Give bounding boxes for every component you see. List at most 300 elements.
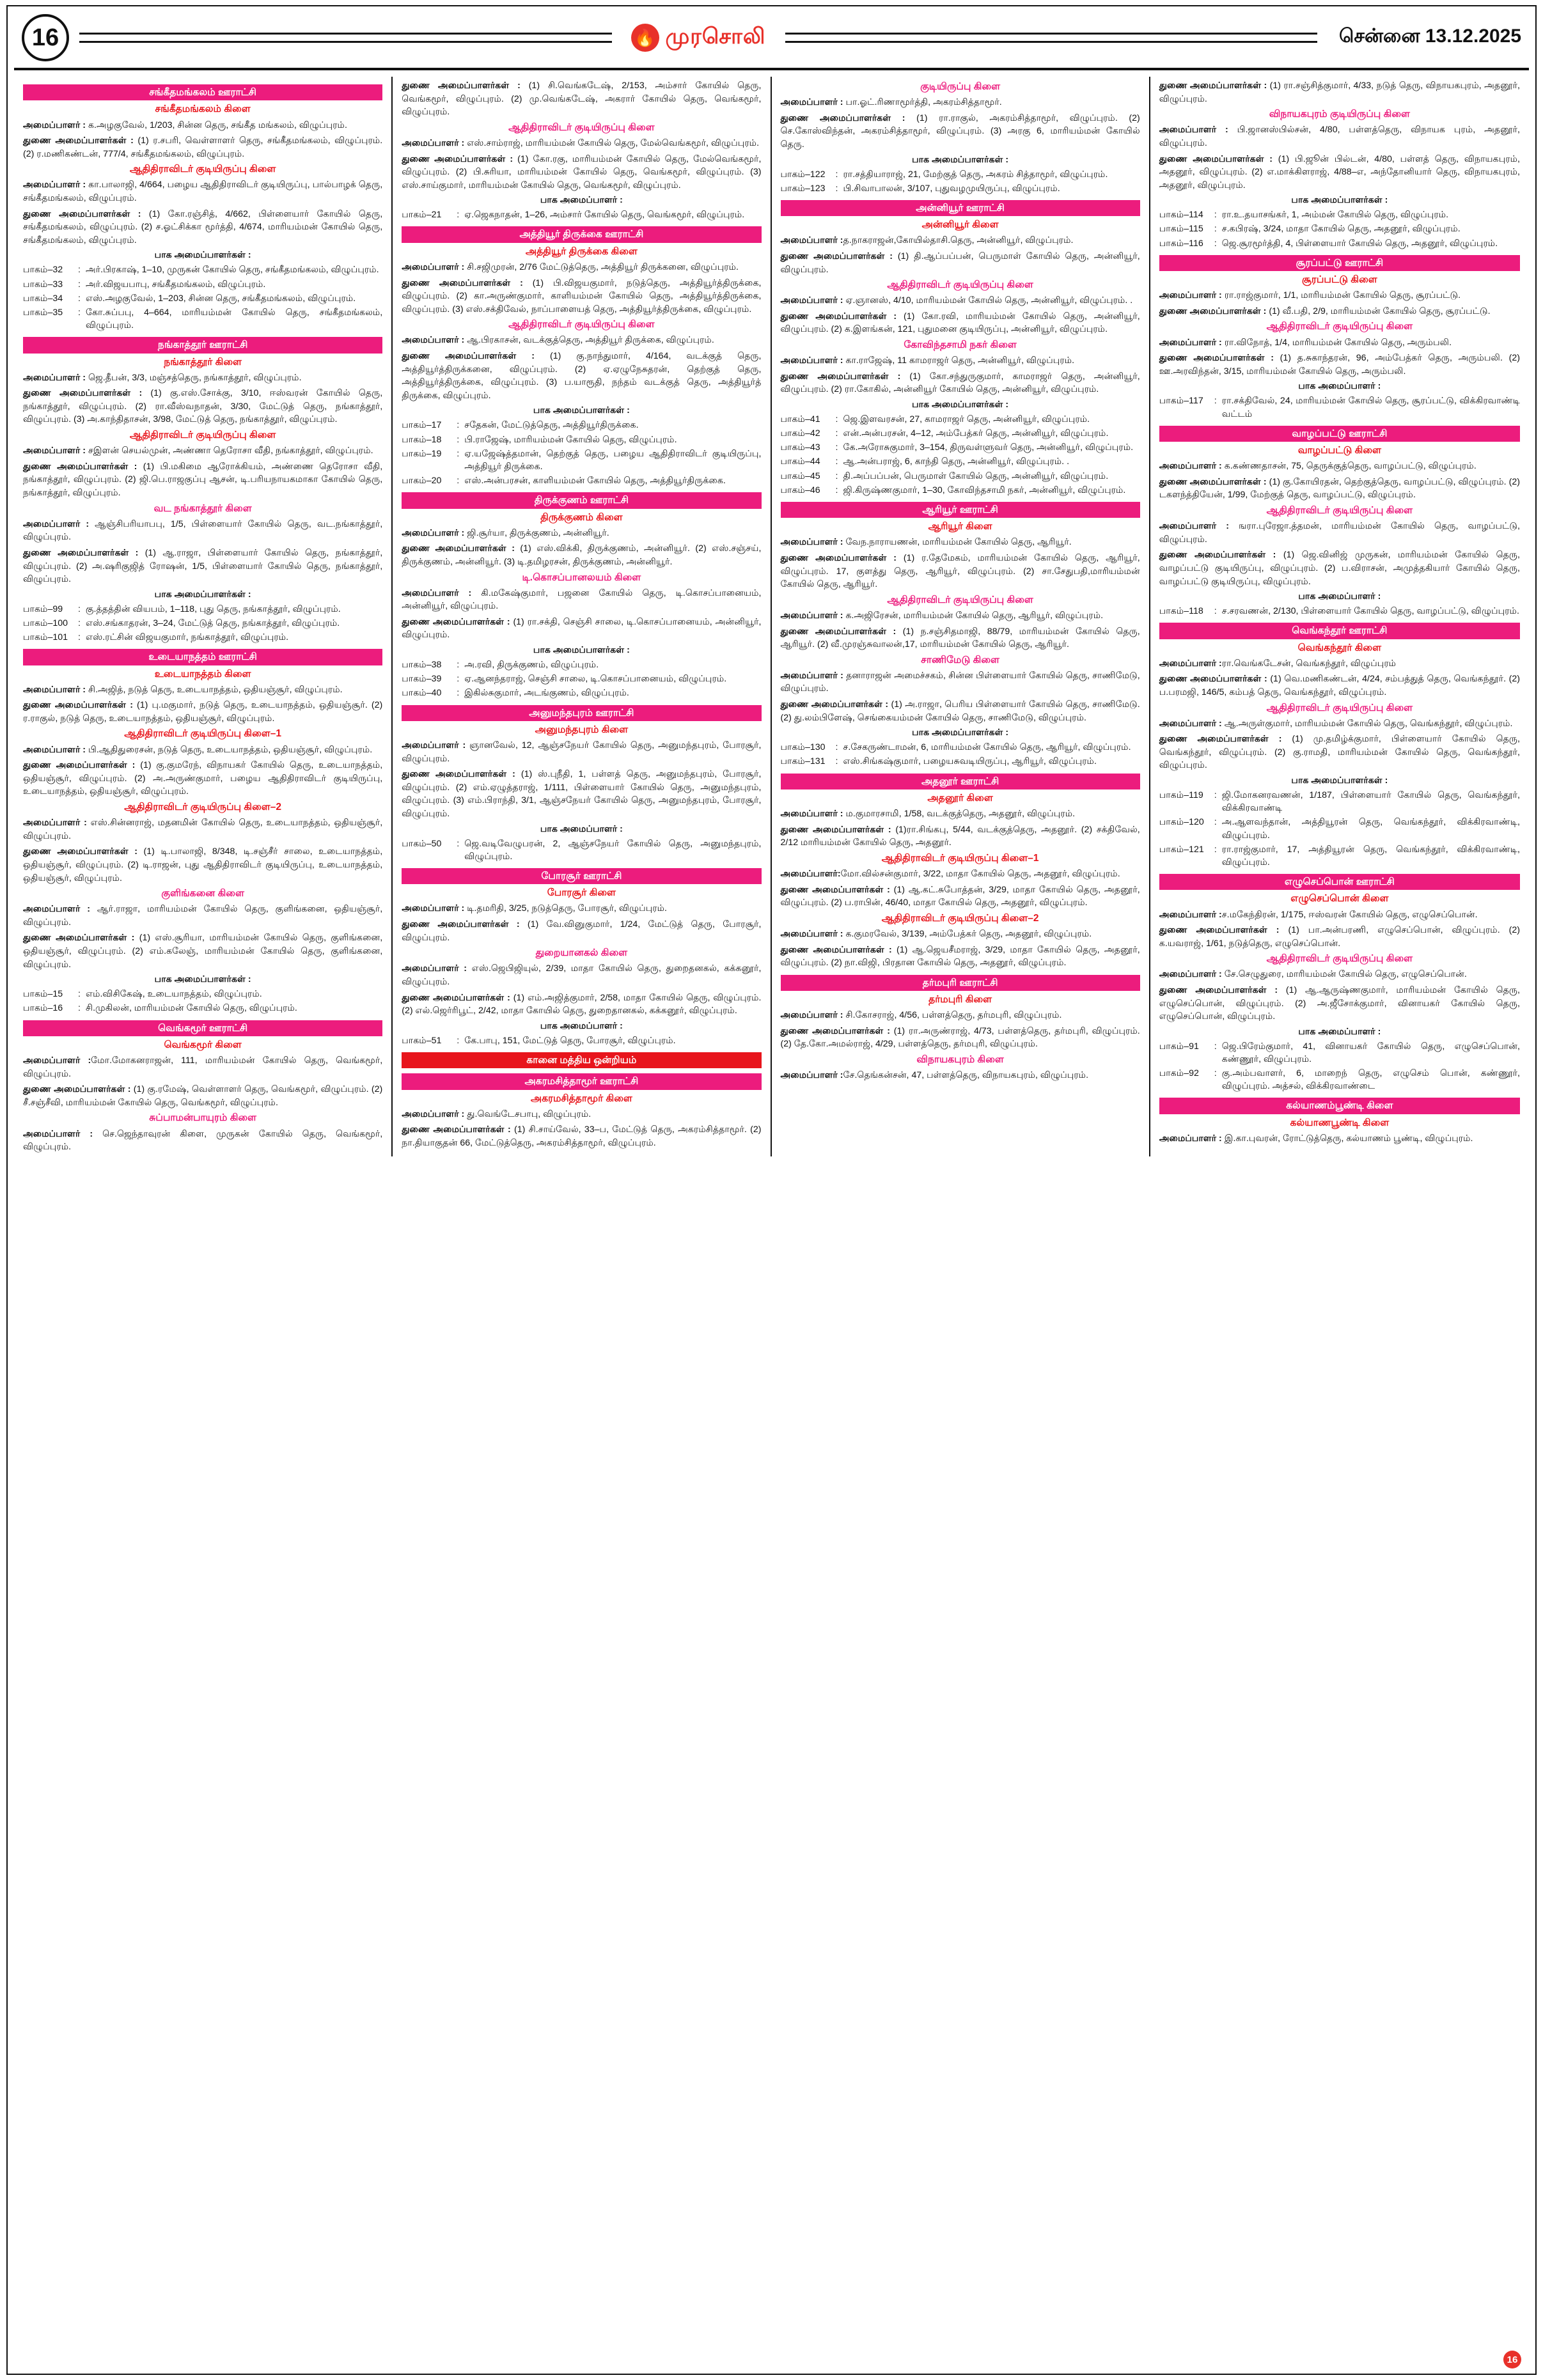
- branch-heading: வெங்கமூர் கிளை: [164, 1039, 242, 1050]
- ward-heading: சூரப்பட்டு ஊராட்சி: [1159, 255, 1520, 271]
- booth-separator: :: [835, 756, 838, 767]
- booth-organiser: ரா.உ.தயாசங்கர், 1, அம்மன் கோயில் தெரு, விழுப்புரம்.: [1221, 210, 1449, 221]
- ward-heading: எழுசெப்பொன் ஊராட்சி: [1159, 874, 1520, 890]
- organiser-paragraph: அமைப்பாளர் :த.நாகராஜன்,கோயில்தாசி.தெரு, அன்னியூர், விழுப்புரம்.: [780, 235, 1074, 246]
- organiser-paragraph: அமைப்பாளர் : சி.அஜித், நடுத் தெரு, உடையாநத்தம், ஒதியஞ்சூர், விழுப்புரம்.: [23, 684, 343, 695]
- booth-list: [402, 419, 761, 487]
- booth-separator: :: [1214, 210, 1217, 221]
- organiser-paragraph: அமைப்பாளர் : ஆ.அருள்குமார், மாரியம்மன் கோயில் தெரு, வெங்கந்தூர், விழுப்புரம்.: [1159, 718, 1513, 729]
- branch-heading: சூரப்பட்டு கிளை: [1302, 274, 1377, 286]
- organiser-paragraph: அமைப்பாளர் : ஏ.ஞானஸ், 4/10, மாரியம்மன் கோயில் தெரு, அன்னியூர், விழுப்புரம். .: [780, 295, 1133, 306]
- booth-organiser: எஸ்.அன்பரசன், காளியம்மன் கோயில் தெரு, அத்தியூர்திருக்கை.: [464, 476, 726, 486]
- organiser-paragraph: துணை அமைப்பாளர்கள் : (1) கு.கோயிரதன், தெற்குத்தெரு, வாழப்பட்டு, விழுப்புரம். (2) டகளந்த்தியேன், 1/99, மேற்குத் தெரு, வாழப்பட்டு, விழுப்புரம்.: [1159, 476, 1520, 501]
- booth-organiser: ஆ.அன்பராஜ், 6, காந்தி தெரு, அன்னியூர், விழுப்புரம். .: [843, 456, 1070, 467]
- booth-row: [402, 419, 761, 432]
- booth-number: பாகம்–92: [1159, 1068, 1199, 1079]
- organiser-paragraph: அமைப்பாளர் : சஇளன் செயல்முன், அண்ணா தெரோசா வீதி, நங்காத்தூர், விழுப்புரம்.: [23, 446, 373, 456]
- booth-organiser: ஜெ.சூரமூர்த்தி, 4, பிள்ளையார் கோயில் தெரு, அதனூர், விழுப்புரம்.: [1221, 238, 1498, 249]
- organiser-paragraph: துணை அமைப்பாளர்கள் : (1) ரா.அருண்ராஜ், 4/73, பள்ளத்தெரு, தர்மபுரி, விழுப்புரம். (2) தே.கோ.அமல்ராஜ், 4/29, பள்ளத்தெரு, தர்மபுரி, விழுப்புரம்.: [780, 1025, 1140, 1050]
- organiser-paragraph: துணை அமைப்பாளர்கள் : (1) வே.வினுகுமார், 1/24, மேட்டுத் தெரு, போரசூர், விழுப்புரம்.: [402, 919, 762, 943]
- branch-heading: ஆதிதிராவிடர் குடியிருப்பு கிளை: [129, 430, 276, 441]
- booth-row: [1159, 394, 1520, 420]
- organiser-paragraph: துணை அமைப்பாளர்கள் : (1) மு.தமிழ்க்குமார், பிள்ளையார் கோயில் தெரு, வெங்கந்தூர், விழுப்புரம். (2) கு.ராமதி, மாரியம்மன் கோயில் தெரு, வெங்கந்தூர், விழுப்புரம்.: [1159, 734, 1520, 771]
- masthead-title: முரசொலி: [665, 24, 766, 49]
- organiser-paragraph: துணை அமைப்பாளர்கள் : (1) கு.நாந்துமார், 4/164, வடக்குத் தெரு, அத்தியூர்த்திருக்கனை, விழுப்புரம். (2) ஏ.ஏழுநேசுதரன், தெற்குத் தெரு, அத்தியூர்த்திருக்கை, விழுப்புரம். (3) ப.யாரூதி, நந்தம் வடக்குத் தெரு, அத்தியூர்த் திருக்கை, விழுப்புரம்.: [402, 351, 762, 401]
- booth-row: [23, 631, 382, 644]
- ward-heading: வாழப்பட்டு ஊராட்சி: [1159, 426, 1520, 442]
- ward-heading: வெங்கந்தூர் ஊராட்சி: [1159, 623, 1520, 639]
- section-label: பாக அமைப்பாளர்கள் :: [1291, 775, 1388, 786]
- booth-list: [402, 208, 761, 221]
- booth-organiser: எஸ்.ரட்சின் விஜயகுமார், நங்காத்தூர், விழுப்புரம்.: [86, 632, 289, 643]
- booth-organiser: சி.முகிலன், மாரியம்மன் கோயில் தெரு, விழுப்புரம்.: [86, 1003, 297, 1014]
- booth-organiser: ச.கபிரஷ், 3/24, மாதா கோயில் தெரு, அதனூர், விழுப்புரம்.: [1221, 224, 1461, 235]
- booth-list: [1159, 394, 1520, 420]
- booth-row: [402, 673, 761, 685]
- organiser-paragraph: துணை அமைப்பாளர்கள் : (1) பு.மகுமார், நடுத் தெரு, உடையாநத்தம், ஒதியஞ்சூர். (2) ர.ராகுல், நடுத் தெரு, உடையாநத்தம், ஒதியஞ்சூர், விழுப்புரம்.: [23, 700, 383, 724]
- branch-heading: ஆதிதிராவிடர் குடியிருப்பு கிளை: [508, 121, 655, 133]
- booth-row: [402, 208, 761, 221]
- organiser-paragraph: துணை அமைப்பாளர்கள் : (1) கோ.சந்துருகுமார், காமராஜர் தெரு, அன்னியூர், விழுப்புரம். (2) ரா.கோகில், அன்னியூர் கோயில் தெரு, அன்னியூர், விழுப்புரம்.: [780, 371, 1140, 395]
- branch-heading: ஆதிதிராவிடர் குடியிருப்பு கிளை: [1266, 702, 1413, 713]
- booth-number: பாகம்–120: [1159, 817, 1204, 828]
- booth-row: [402, 447, 761, 473]
- organiser-paragraph: துணை அமைப்பாளர்கள் : (1) ஸ்.புநீதி, 1, பள்ளத் தெரு, அனுமந்தபுரம், போரசூர், விழுப்புரம். (2) எம்.ஏழுத்தராஜ், 1/111, பிள்ளையார் கோயில் தெரு, அனுமந்தபுரம், விழுப்புரம். (3) எம்.பிராந்தி, 3/1, ஆஞ்சநேயர் கோயில் தெரு, அனுமந்தபுரம், போரசூர், விழுப்புரம்.: [402, 769, 762, 819]
- booth-number: பாகம்–122: [780, 169, 826, 180]
- booth-row: [1159, 222, 1520, 235]
- booth-organiser: அர்.பிரகாஷ், 1–10, முருகன் கோயில் தெரு, சங்கீதமங்கலம், விழுப்புரம்.: [86, 265, 379, 276]
- booth-organiser: ஜி.கிருஷ்ணகுமார், 1–30, கோவிந்தசாமி நகர், அன்னியூர், விழுப்புரம்.: [843, 485, 1126, 495]
- branch-heading: எழுசெப்பொன் கிளை: [1290, 893, 1389, 905]
- booth-separator: :: [1214, 844, 1217, 855]
- booth-number: பாகம்–99: [23, 603, 63, 614]
- organiser-paragraph: துணை அமைப்பாளர்கள் : (1) எஸ்.விக்கி, திருக்குணம், அன்னியூர். (2) எஸ்.சஞ்சய், திருக்குணம், அன்னியூர். (3) டி.தமிழரசன், திருக்குணம், அன்னியூர்.: [402, 543, 762, 567]
- booth-number: பாகம்–45: [780, 471, 820, 481]
- organiser-paragraph: அமைப்பாளர் : கா.பாலாஜி, 4/664, பழைய ஆதிதிராவிடர் குடியிருப்பு, பால்பாழக் தெரு, சங்கீதமங்கலம், விழுப்புரம்.: [23, 180, 383, 204]
- booth-row: [402, 658, 761, 671]
- booth-separator: :: [835, 471, 838, 481]
- booth-separator: :: [1214, 224, 1217, 235]
- masthead: [14, 12, 1529, 70]
- booth-list: [1159, 605, 1520, 618]
- booth-number: பாகம்–17: [402, 420, 442, 431]
- booth-row: [1159, 208, 1520, 221]
- organiser-paragraph: துணை அமைப்பாளர்கள் : (1) பி.மகிமை ஆரோக்கியம், அண்ணை தெரோசா வீதி, நங்காத்தூர், விழுப்புரம். (2) ஜி.பெ.ராஜகுப்பு ஆசன், டி.பரியநாயகமாகா கோயில் தெரு, நங்காத்தூர், விழுப்புரம்.: [23, 461, 383, 498]
- booth-organiser: ஜெ.வடிவேழுபரன், 2, ஆஞ்சநேயர் கோயில் தெரு, அனுமந்தபுரம், விழுப்புரம்.: [464, 838, 762, 862]
- booth-row: [781, 470, 1140, 483]
- branch-heading: சுப்பாமன்பாயுரம் கிளை: [149, 1112, 257, 1124]
- ward-heading: அத்தியூர் திருக்கை ஊராட்சி: [402, 226, 761, 242]
- booth-separator: :: [457, 448, 460, 459]
- section-label: பாக அமைப்பாளர் :: [540, 1020, 623, 1031]
- organiser-paragraph: அமைப்பாளர் : ரா.ராஜ்குமார், 1/1, மாரியம்மன் கோயில் தெரு, சூரப்பட்டு.: [1159, 290, 1461, 301]
- booth-number: பாகம்–119: [1159, 790, 1203, 801]
- booth-organiser: பி.ராஜேஷ், மாரியம்மன் கோயில் தெரு, விழுப்புரம்.: [464, 434, 677, 445]
- section-label: பாக அமைப்பாளர்கள் :: [912, 154, 1009, 165]
- booth-row: [1159, 1040, 1520, 1066]
- booth-organiser: ஏ.யஜேஷ்த்தமான், தெற்குத் தெரு, பழைய ஆதிதிராவிடர் குடியிருப்பு, அத்தியூர் திருக்கை.: [464, 448, 762, 472]
- masthead-logo: [622, 24, 775, 52]
- organiser-paragraph: அமைப்பாளர் : ஆ.பிரகாசன், வடக்குத்தெரு, அத்தியூர் திருக்கை, விழுப்புரம்.: [402, 335, 714, 346]
- organiser-paragraph: அமைப்பாளர் : டி.தமரிதி, 3/25, நடுத்தெரு, போரசூர், விழுப்புரம்.: [402, 903, 667, 914]
- branch-heading: ஆதிதிராவிடர் குடியிருப்பு கிளை–2: [124, 801, 281, 813]
- organiser-paragraph: அமைப்பாளர் : எஸ்.சாம்ராஜ், மாரியம்மன் கோயில் தெரு, மேல்வெங்கமூர், விழுப்புரம்.: [402, 137, 760, 148]
- organiser-paragraph: துணை அமைப்பாளர்கள் : (1) கு.ரமேஷ், வெள்ளாளர் தெரு, வெங்கமூர், விழுப்புரம். (2) சீ.சஞ்சீவி, மாரியம்மன் கோயில் தெரு, வெங்கமூர், விழுப்புரம்.: [23, 1084, 383, 1108]
- booth-row: [781, 484, 1140, 497]
- booth-row: [781, 455, 1140, 468]
- branch-heading: சாணிமேடு கிளை: [921, 654, 999, 665]
- branch-heading: ஆதிதிராவிடர் குடியிருப்பு கிளை: [508, 319, 655, 331]
- booth-number: பாகம்–18: [402, 434, 442, 445]
- booth-row: [781, 441, 1140, 454]
- booth-number: பாகம்–20: [402, 476, 442, 486]
- organiser-paragraph: அமைப்பாளர் : து.வெங்டேசபாபு, விழுப்புரம்.: [402, 1108, 591, 1119]
- booth-number: பாகம்–35: [23, 307, 63, 318]
- branch-heading: கோவிந்தசாமி நகர் கிளை: [904, 339, 1017, 351]
- organiser-paragraph: அமைப்பாளர் : சே.செழுதுரை, மாரியம்மன் கோயில் தெரு, எழுசெப்பொன்.: [1159, 969, 1467, 980]
- booth-separator: :: [1214, 790, 1217, 801]
- booth-row: [781, 182, 1140, 195]
- booth-organiser: ஜி.மோகனரவணன், 1/187, பிள்ளையார் கோயில் தெரு, வெங்கந்தூர், விக்கிரவாண்டி: [1221, 790, 1520, 814]
- booth-separator: :: [78, 618, 81, 628]
- booth-row: [781, 741, 1140, 754]
- booth-separator: :: [457, 838, 460, 849]
- organiser-paragraph: அமைப்பாளர் :சே.தெங்கன்சன், 47, பள்ளத்தெரு, விநாயகபுரம், விழுப்புரம்.: [780, 1070, 1089, 1081]
- branch-heading: விநாயகபுரம் கிளை: [916, 1054, 1004, 1065]
- booth-separator: :: [1214, 606, 1217, 617]
- booth-row: [781, 168, 1140, 181]
- section-label: பாக அமைப்பாளர்கள் :: [154, 250, 251, 261]
- booth-separator: :: [78, 603, 81, 614]
- booth-number: பாகம்–34: [23, 293, 63, 304]
- booth-organiser: எம்.விசிகேஷ், உடையாநத்தம், விழுப்புரம்.: [86, 989, 262, 1000]
- ward-heading: திருக்குணம் ஊராட்சி: [402, 492, 761, 508]
- branch-heading: ஆதிதிராவிடர் குடியிருப்பு கிளை–2: [881, 912, 1039, 924]
- branch-heading: ஆதிதிராவிடர் குடியிருப்பு கிளை: [887, 594, 1033, 605]
- branch-heading: ஆதிதிராவிடர் குடியிருப்பு கிளை–1: [881, 852, 1039, 864]
- booth-organiser: கே.அரோசுகுமார், 3–154, திருவள்ளுவர் தெரு, அன்னியூர், விழுப்புரம்.: [843, 442, 1134, 453]
- organiser-paragraph: அமைப்பாளர் : க.அஜிரேசன், மாரியம்மன் கோயில் தெரு, ஆரியூர், விழுப்புரம்.: [780, 610, 1104, 621]
- organiser-paragraph: அமைப்பாளர் : செ.ஜெந்தாவுரன் கிளை, முருகன் கோயில் தெரு, வெங்கமூர், விழுப்புரம்.: [23, 1128, 383, 1153]
- booth-row: [23, 988, 382, 1000]
- section-label: பாக அமைப்பாளர்கள் :: [533, 405, 630, 416]
- organiser-paragraph: அமைப்பாளர் :ரா.வெங்கடேசன், வெங்கந்தூர், விழுப்புரம்: [1159, 658, 1397, 669]
- booth-separator: :: [457, 1035, 460, 1046]
- branch-heading: விநாயகபுரம் குடியிருப்பு கிளை: [1269, 109, 1410, 120]
- booth-organiser: ரா.ராஜ்குமார், 17, அத்தியூரன் தெரு, வெங்கந்தூர், விக்கிரவாண்டி, விழுப்புரம்.: [1221, 844, 1520, 867]
- booth-organiser: எஸ்.அழகுவேல், 1–203, சின்ன தெரு, சங்கீதமங்கலம், விழுப்புரம்.: [86, 293, 356, 304]
- organiser-paragraph: அமைப்பாளர் : ஙரா.புரேஜா.த்தமன், மாரியம்மன் கோயில் தெரு, வாழப்பட்டு, விழுப்புரம்.: [1159, 521, 1520, 545]
- booth-organiser: கே.பாபு, 151, மேட்டுத் தெரு, போரசூர், விழுப்புரம்.: [464, 1035, 676, 1046]
- booth-number: பாகம்–118: [1159, 606, 1203, 617]
- booth-separator: :: [457, 476, 460, 486]
- booth-row: [402, 433, 761, 446]
- booth-row: [23, 263, 382, 276]
- organiser-paragraph: அமைப்பாளர் : இ.கா.புவரன், ரோட்டுத்தெரு, கல்யாணம் பூண்டி, விழுப்புரம்.: [1159, 1133, 1473, 1144]
- ward-heading: ஆரியூர் ஊராட்சி: [781, 502, 1140, 518]
- branch-heading: அன்னியூர் கிளை: [921, 219, 999, 231]
- organiser-paragraph: துணை அமைப்பாளர்கள் : (1) கோ.ரவி, மாரியம்மன் கோயில் தெரு, அன்னியூர், விழுப்புரம். (2) க.இளங்கன், 121, புதுமனை குடியிருப்பு, அன்னியூர், விழுப்புரம்.: [780, 311, 1140, 335]
- booth-number: பாகம்–39: [402, 674, 442, 685]
- organiser-paragraph: துணை அமைப்பாளர்கள் : (1) பி.ஜூன் பில்டன், 4/80, பள்ளத் தெரு, விநாயகபுரம், அதனூர், விழுப்புரம். (2) எ.மாக்கிளராஜ், 4/88–எ, அந்தோனியார் தெரு, விநாயகபுரம், அதனூர், விழுப்புரம்.: [1159, 153, 1520, 191]
- organiser-paragraph: துணை அமைப்பாளர்கள் : (1) அ.ராஜா, பெரிய பிள்ளையார் கோயில் தெரு, சாணிமேடு. (2) து.லம்பிளேஷ், செங்கையம்மன் கோயில் தெரு, சாணிமேடு, விழுப்புரம்.: [780, 699, 1140, 723]
- organiser-paragraph: துணை அமைப்பாளர்கள் : (1) ரா.சஞ்சித்குமார், 4/33, நடுத் தெரு, விநாயகபுரம், அதனூர், விழுப்புரம்.: [1159, 81, 1520, 104]
- branch-heading: குளிங்கனை கிளை: [161, 888, 244, 899]
- booth-separator: :: [78, 307, 81, 318]
- branch-heading: ஆதிதிராவிடர் குடியிருப்பு கிளை: [129, 164, 276, 175]
- branch-heading: ஆதிதிராவிடர் குடியிருப்பு கிளை: [1266, 505, 1413, 516]
- booth-separator: :: [1214, 817, 1217, 828]
- organiser-paragraph: துணை அமைப்பாளர்கள் : (1) ரா.ராகுல், அகரம்சித்தாமூர், விழுப்புரம். (2) செ.கோஸ்விந்தன், அகரம்சித்தாமூர், விழுப்புரம். (3) அரகு 6, மாரியம்மன் கோயில் தெரு.: [780, 113, 1140, 150]
- booth-list: [23, 603, 382, 644]
- booth-row: [1159, 237, 1520, 250]
- booth-organiser: ரா.சக்திவேல், 24, மாரியம்மன் கோயில் தெரு, சூரப்பட்டு, விக்கிரவாண்டி வட்டம்: [1221, 396, 1520, 419]
- organiser-paragraph: அமைப்பாளர் : சி.சஜிமுரன், 2/76 மேட்டுத்தெரு, அத்தியூர் திருக்கனை, விழுப்புரம்.: [402, 261, 739, 272]
- booth-separator: :: [457, 688, 460, 699]
- booth-number: பாகம்–43: [780, 442, 820, 453]
- organiser-paragraph: அமைப்பாளர் : கி.மகேஷ்குமார், பஜனை கோயில் தெரு, டி.கொசப்பானையம், அன்னியூர், விழுப்புரம்.: [402, 587, 762, 612]
- booth-organiser: இகில்சுகுமார், அடங்குணம், விழுப்புரம்.: [464, 688, 629, 699]
- booth-organiser: அ.ரவி, திருக்குணம், விழுப்புரம்.: [464, 660, 599, 671]
- ward-heading: வெங்கமூர் ஊராட்சி: [23, 1020, 382, 1036]
- booth-organiser: ஏ.ஜெகநாதன், 1–26, அம்சார் கோயில் தெரு, வெங்கமூர், விழுப்புரம்.: [464, 210, 745, 221]
- booth-organiser: ஏ.ஆனந்தராஜ், செஞ்சி சாலை, டி.கொசப்பானையம், விழுப்புரம்.: [464, 674, 727, 685]
- booth-number: பாகம்–130: [780, 742, 826, 753]
- booth-separator: :: [78, 1003, 81, 1014]
- booth-row: [1159, 843, 1520, 869]
- branch-heading: குடியிருப்பு கிளை: [920, 81, 1001, 92]
- booth-number: பாகம்–40: [402, 688, 442, 699]
- section-label: பாக அமைப்பாளர்கள் :: [533, 645, 630, 656]
- booth-list: [402, 1034, 761, 1047]
- branch-heading: ஆதிதிராவிடர் குடியிருப்பு கிளை: [1266, 321, 1413, 332]
- booth-organiser: ச.சேகருண்டாமன், 6, மாரியம்மன் கோயில் தெரு, ஆரியூர், விழுப்புரம்.: [843, 742, 1131, 753]
- section-label: பாக அமைப்பாளர் :: [1298, 381, 1381, 392]
- booth-organiser: கு.த்தத்தின் வியபம், 1–118, புது தெரு, நங்காத்தூர், விழுப்புரம்.: [86, 603, 341, 614]
- branch-heading: போரசூர் கிளை: [547, 887, 616, 899]
- booth-organiser: ஜெ.இளவரசன், 27, காமராஜர் தெரு, அன்னியூர், விழுப்புரம்.: [843, 414, 1090, 424]
- organiser-paragraph: அமைப்பாளர் : ஞானவேல், 12, ஆஞ்சநேயர் கோயில் தெரு, அனுமந்தபுரம், போரசூர், விழுப்புரம்.: [402, 740, 762, 764]
- organiser-paragraph: அமைப்பாளர் :ச.மகேந்திரன், 1/175, ஈஸ்வரன் கோயில் தெரு, எழுசெப்பொன்.: [1159, 909, 1478, 920]
- booth-separator: :: [1214, 1068, 1217, 1079]
- organiser-paragraph: துணை அமைப்பாளர்கள் : (1) கோ.ரஞ்சித், 4/662, பிள்ளையார் கோயில் தெரு, சங்கீதமங்கலம், விழுப்புரம். (2) ச.ஓட்சிக்கா மூர்த்தி, 4/674, மாரியம்மன் கோயில் தெரு, சங்கீதமங்கலம், விழுப்புரம்.: [23, 208, 383, 245]
- branch-heading: டி.கொசப்பானலயம் கிளை: [522, 572, 641, 583]
- organiser-paragraph: துணை அமைப்பாளர்கள் : (1) வெ.மணிகண்டன், 4/24, சம்பத்துத் தெரு, வெங்கந்தூர். (2) ப.பரமஜி, 146/5, கம்பத் தெரு, வெங்கந்தூர், விழுப்புரம்.: [1159, 674, 1520, 697]
- booth-row: [402, 1034, 761, 1047]
- booth-row: [23, 603, 382, 616]
- booth-separator: :: [835, 442, 838, 453]
- booth-number: பாகம்–38: [402, 660, 442, 671]
- booth-list: [1159, 1040, 1520, 1093]
- ward-heading: அன்னியூர் ஊராட்சி: [781, 200, 1140, 216]
- booth-separator: :: [1214, 1041, 1217, 1052]
- ward-heading: சங்கீதமங்கலம் ஊராட்சி: [23, 84, 382, 100]
- branch-heading: கல்யாணபூண்டி கிளை: [1290, 1117, 1390, 1128]
- organiser-paragraph: துணை அமைப்பாளர்கள் : (1) எஸ்.சூரியா, மாரியம்மன் கோயில் தெரு, குளிங்கனை, ஒதியஞ்சூர், விழுப்புரம். (2) எம்.கலேஞ், மாரியம்மன் கோயில் தெரு, குளிங்கனை, விழுப்புரம்.: [23, 933, 383, 970]
- booth-row: [1159, 605, 1520, 618]
- branch-heading: வட நங்காத்தூர் கிளை: [153, 502, 252, 514]
- booth-separator: :: [835, 456, 838, 467]
- booth-row: [23, 1002, 382, 1015]
- organiser-paragraph: துணை அமைப்பாளர்கள் : (1)ரா.சிங்கபு, 5/44, வடக்குத்தெரு, அதனூர். (2) சக்திவேல், 2/12 மாரியம்மன் கோயில் தெரு, அதனூர்.: [780, 824, 1140, 848]
- organiser-paragraph: துணை அமைப்பாளர்கள் : (1) த.சுகாந்தரன், 96, அம்பேத்கர் தெரு, அரும்பலி. (2) ஊ.அரவிந்தன், 3/15, மாரியம்மன் கோயில் தெரு, அரும்பலி.: [1159, 353, 1520, 377]
- section-label: பாக அமைப்பாளர்கள் :: [154, 974, 251, 985]
- booth-separator: :: [835, 183, 838, 194]
- organiser-paragraph: அமைப்பாளர் : க.கண்ணதாசன், 75, தெருக்குத்தெரு, வாழப்பட்டு, விழுப்புரம்.: [1159, 461, 1476, 472]
- booth-list: [1159, 789, 1520, 869]
- masthead-rule-left: [79, 33, 612, 43]
- organiser-paragraph: அமைப்பாளர் : எஸ்.சின்னராஜ், மதனமின் கோயில் தெரு, உடையாநத்தம், ஒதியஞ்சூர், விழுப்புரம்.: [23, 818, 383, 841]
- organiser-paragraph: அமைப்பாளர் : ஜெ.தீபன், 3/3, மஞ்சத்தெரு, நங்காத்தூர், விழுப்புரம்.: [23, 372, 302, 383]
- organiser-paragraph: துணை அமைப்பாளர்கள் : (1) கு.எஸ்.சோக்கு, 3/10, ஈஸ்வரன் கோயில் தெரு, நங்காத்தூர், விழுப்புரம். (2) ரா.வீஸ்வநாதன், 3/30, மேட்டுத் தெரு, நங்காத்தூர், விழுப்புரம். (3) அ.காந்திதாசன், 3/98, மேட்டுத் தெரு, நங்காத்தூர், விழுப்புரம்.: [23, 388, 383, 425]
- booth-number: பாகம்–16: [23, 1003, 63, 1014]
- ward-heading: தர்மபுரி ஊராட்சி: [781, 975, 1140, 991]
- edition-date: சென்னை 13.12.2025: [1339, 26, 1522, 47]
- booth-organiser: என்.அன்பரசன், 4–12, அம்பேத்கர் தெரு, அன்னியூர், விழுப்புரம்.: [843, 428, 1109, 439]
- organiser-paragraph: துணை அமைப்பாளர்கள் : (1) கோ.ரகு, மாரியம்மன் கோயில் தெரு, மேல்வெங்கமூர், விழுப்புரம். (2) பி.சுரியா, மாரியம்மன் கோயில் தெரு, வெங்கமூர், விழுப்புரம். (3) எஸ்.சாய்குமார், மாரியம்மன் கோயில் தெரு, வெங்கமூர், விழுப்புரம்.: [402, 153, 762, 191]
- organiser-paragraph: துணை அமைப்பாளர்கள் : (1) டி.பாலாஜி, 8/348, டி.சஞ்சீர் சாலை, உடையாநத்தம், ஒதியஞ்சூர், விழுப்புரம். (2) டி.ராஜன், புது ஆதிதிராவிடர் குடியிருப்பு, உடையாநத்தம், ஒதியஞ்சூர், விழுப்புரம்.: [23, 846, 383, 883]
- organiser-paragraph: துணை அமைப்பாளர்கள் : (1) ரா.சக்தி, செஞ்சி சாலை, டி.கொசப்பானையம், அன்னியூர், விழுப்புரம்.: [402, 616, 762, 641]
- booth-separator: :: [457, 210, 460, 221]
- booth-organiser: கு.அம்பவாளர், 6, மாறைந் தெரு, எழுசெம் பொன், கண்ணூர், விழுப்புரம். அத்சல், விக்கிரவாண்டை: [1221, 1068, 1520, 1092]
- section-label: பாக அமைப்பாளர் :: [1298, 1026, 1381, 1037]
- section-label: பாக அமைப்பாளர் :: [540, 823, 623, 834]
- organiser-paragraph: துணை அமைப்பாளர்கள் : (1) ர.சபரி, வெள்ளாளர் தெரு, சங்கீதமங்கலம், விழுப்புரம். (2) ர.மணிகண்டன், 777/4, சங்கீதமங்கலம், விழுப்புரம்.: [23, 136, 383, 159]
- booth-organiser: ச.சரவணன், 2/130, பிள்ளையார் கோயில் தெரு, வாழப்பட்டு, விழுப்புரம்.: [1221, 606, 1519, 617]
- booth-row: [781, 413, 1140, 426]
- booth-number: பாகம்–101: [23, 632, 68, 643]
- booth-separator: :: [835, 428, 838, 439]
- booth-separator: :: [835, 485, 838, 495]
- organiser-paragraph: துணை அமைப்பாளர்கள் : (1) ஆ.ராஜா, பிள்ளையார் கோயில் தெரு, நங்காத்தூர், விழுப்புரம். (2) அ.ஷரிகுஜித் ரோஷன், 1/5, பிள்ளையார் கோயில் தெரு, நங்காத்தூர், விழுப்புரம்.: [23, 547, 383, 585]
- organiser-paragraph: அமைப்பாளர் : ம.குமாரசாமி, 1/58, வடக்குத்தெரு, அதனூர், விழுப்புரம்.: [780, 809, 1076, 820]
- organiser-paragraph: அமைப்பாளர் : பா.ஓட்.ரிணாமூர்த்தி, அகரம்சித்தாமூர்.: [780, 97, 1002, 108]
- booth-row: [23, 306, 382, 332]
- booth-separator: :: [835, 169, 838, 180]
- branch-heading: அதனூர் கிளை: [927, 792, 993, 804]
- organiser-paragraph: துணை அமைப்பாளர்கள் : (1) ஆ.ஆருஷ்ணகுமார், மாரியம்மன் கோயில் தெரு, எழுசெப்பொன், விழுப்புரம். (2) அ.ஜீசோக்குமார், வினாயகர் கோயில் தெரு, எழுசெப்பொன், விழுப்புரம்.: [1159, 985, 1520, 1022]
- ward-heading: கல்யாணம்பூண்டி கிளை: [1159, 1098, 1520, 1114]
- booth-list: [781, 741, 1140, 768]
- booth-row: [1159, 816, 1520, 841]
- booth-separator: :: [457, 660, 460, 671]
- organiser-paragraph: அமைப்பாளர் : கா.ராஜேஷ், 11 காமராஜர் தெரு, அன்னியூர், விழுப்புரம்.: [780, 355, 1075, 366]
- branch-heading: ஆதிதிராவிடர் குடியிருப்பு கிளை: [1266, 953, 1413, 965]
- booth-separator: :: [78, 265, 81, 276]
- organiser-paragraph: அமைப்பாளர் : பி.ஆதிதுரைசன், நடுத் தெரு, உடையாநத்தம், ஒதியஞ்சூர், விழுப்புரம்.: [23, 744, 373, 755]
- section-label: பாக அமைப்பாளர்கள் :: [154, 589, 251, 600]
- branch-heading: ஆதிதிராவிடர் குடியிருப்பு கிளை–1: [124, 728, 281, 740]
- organiser-paragraph: துணை அமைப்பாளர்கள் : (1) ஆ.ஜெயசீமராஜ், 3/29, மாதா கோயில் தெரு, அதனூர், விழுப்புரம். (2) நா.விஜி, பிரதான கோயில் தெரு, அதனூர், விழுப்புரம்.: [780, 944, 1140, 968]
- organiser-paragraph: அமைப்பாளர் : தனாராஜன் அமைச்சகம், சின்ன பிள்ளையார் கோயில் தெரு, சாணிமேடு, விழுப்புரம்.: [780, 670, 1140, 694]
- booth-number: பாகம்–115: [1159, 224, 1203, 235]
- article-columns: [14, 77, 1529, 1156]
- ward-heading: உடையாநத்தம் ஊராட்சி: [23, 649, 382, 665]
- ward-heading: போரசூர் ஊராட்சி: [402, 868, 761, 884]
- booth-number: பாகம்–32: [23, 265, 63, 276]
- organiser-paragraph: துணை அமைப்பாளர்கள் : (1) வீ.பதி, 2/9, மாரியம்மன் கோயில் தெரு, சூரப்பட்டு.: [1159, 306, 1491, 316]
- branch-heading: தர்மபுரி கிளை: [928, 994, 992, 1006]
- organiser-paragraph: அமைப்பாளர்:மோ.வில்சன்குமார், 3/22, மாதா கோயில் தெரு, அதனூர், விழுப்புரம்.: [780, 868, 1120, 879]
- branch-heading: அத்தியூர் திருக்கை கிளை: [525, 245, 638, 257]
- booth-separator: :: [78, 279, 81, 290]
- organiser-paragraph: அமைப்பாளர் : க.அழகுவேல், 1/203, சின்ன தெரு, சங்கீத மங்கலம், விழுப்புரம்.: [23, 120, 347, 130]
- booth-organiser: கோ.சுப்பபு, 4–664, மாரியம்மன் கோயில் தெரு, சங்கீதமங்கலம், விழுப்புரம்.: [86, 307, 383, 331]
- booth-number: பாகம்–114: [1159, 210, 1203, 221]
- ward-heading: கானை மத்திய ஒன்றியம்: [402, 1052, 761, 1068]
- booth-number: பாகம்–91: [1159, 1041, 1199, 1052]
- organiser-paragraph: துணை அமைப்பாளர்கள் : (1) ந.சஞ்சிதமாஜி, 88/79, மாரியம்மன் கோயில் தெரு, ஆரியூர். (2) வீ.முரஞ்சுவாலன்,17, மாரியம்மன் கோயில் தெரு, ஆரியூர்.: [780, 626, 1140, 650]
- booth-organiser: அ.ஆளவந்தான், அத்தியூரன் தெரு, வெங்கந்தூர், விக்கிரவாண்டி, விழுப்புரம்.: [1221, 817, 1520, 841]
- booth-list: [402, 658, 761, 699]
- organiser-paragraph: அமைப்பாளர் : ஜி.சூர்யா, திருக்குணம், அன்னியூர்.: [402, 527, 609, 538]
- footer-page-number: 16: [1503, 2351, 1521, 2368]
- ward-heading: நங்காத்தூர் ஊராட்சி: [23, 337, 382, 353]
- booth-number: பாகம்–117: [1159, 396, 1203, 407]
- organiser-paragraph: துணை அமைப்பாளர்கள் : (1) ர.தேமேகம், மாரியம்மன் கோயில் தெரு, ஆரியூர், விழுப்புரம். 17, குளத்து தெரு, ஆரியூர், விழுப்புரம். (2) சா.சேதுபதி,மாரியம்மன் கோயில் தெரு, ஆரியூர்.: [780, 553, 1140, 590]
- organiser-paragraph: துணை அமைப்பாளர்கள் : (1) சி.சாய்வேல், 33–ப, மேட்டுத் தெரு, அகரம்சித்தாமூர். (2) நா.தியாகுதன் 66, மேட்டுத்தெரு, அகரம்சித்தாமூர், விழுப்புரம்.: [402, 1124, 762, 1148]
- page-number-badge: 16: [22, 14, 69, 61]
- branch-heading: அகரமசித்தாமூர் கிளை: [530, 1093, 632, 1104]
- organiser-paragraph: அமைப்பாளர் : சி.கோசராஜ், 4/56, பள்ளத்தெரு, தர்மபுரி, விழுப்புரம்.: [780, 1010, 1062, 1021]
- booth-number: பாகம்–116: [1159, 238, 1203, 249]
- booth-number: பாகம்–131: [780, 756, 826, 767]
- booth-organiser: எஸ்.சங்காதரன், 3–24, மேட்டுத் தெரு, நங்காத்தூர், விழுப்புரம்.: [86, 618, 340, 628]
- organiser-paragraph: துணை அமைப்பாளர்கள் : (1) பி.விஜயகுமார், நடுத்தெரு, அத்தியூர்த்திருக்கை, விழுப்புரம். (2) கா.அருண்குமார், காளியம்மன் கோயில் தெரு, அத்தியூர்த்திருக்கை, விழுப்புரம். (3) எஸ்.சக்திவேல், நாப்பாளையத் தெரு, அத்தியூர்த்திருக்கை, விழுப்புரம்.: [402, 277, 762, 315]
- booth-number: பாகம்–100: [23, 618, 68, 628]
- organiser-paragraph: அமைப்பாளர் :மோ.மோகனராஜன், 111, மாரியம்மன் கோயில் தெரு, வெங்கமூர், விழுப்புரம்.: [23, 1055, 383, 1079]
- organiser-paragraph: துணை அமைப்பாளர்கள் : (1) ஆ.கட்.சுபோத்தன், 3/29, மாதா கோயில் தெரு, அதனூர், விழுப்புரம். (2) ப.ராபின், 46/40, மாதா கோயில் தெரு, அதனூர், விழுப்புரம்.: [780, 884, 1140, 908]
- branch-heading: நங்காத்தூர் கிளை: [164, 356, 242, 368]
- branch-heading: அனுமந்தபுரம் கிளை: [535, 724, 629, 735]
- flame-icon: 🔥: [631, 24, 659, 52]
- booth-number: பாகம்–15: [23, 989, 63, 1000]
- booth-row: [402, 837, 761, 863]
- booth-organiser: ரா.சத்தியாராஜ், 21, மேற்குத் தெரு, அகரம் சித்தாமூர், விழுப்புரம்.: [843, 169, 1108, 180]
- section-label: பாக அமைப்பாளர்கள் :: [1291, 195, 1388, 206]
- booth-separator: :: [457, 674, 460, 685]
- section-label: பாக அமைப்பாளர்கள் :: [912, 399, 1009, 410]
- booth-organiser: ஜெ.பிரேம்குமார், 41, வினாயகர் கோயில் தெரு, எழுசெப்பொன், கண்ணூர், விழுப்புரம்.: [1221, 1041, 1520, 1064]
- organiser-paragraph: அமைப்பாளர் : எஸ்.ஜெபிஜியுல், 2/39, மாதா கோயில் தெரு, துறைதனகல், கக்கனூர், விழுப்புரம்.: [402, 963, 762, 987]
- organiser-paragraph: துணை அமைப்பாளர்கள் : (1) தி.ஆப்பப்பன், பெருமாள் கோயில் தெரு, அன்னியூர், விழுப்புரம்.: [780, 251, 1140, 275]
- booth-row: [1159, 1067, 1520, 1093]
- organiser-paragraph: துணை அமைப்பாளர்கள் : (1) பா.அன்பரணி, எழுசெப்பொன், விழுப்புரம். (2) க.யவராஜ், 1/61, நடுத்தெரு, எழுசெப்பொன்.: [1159, 925, 1520, 949]
- booth-row: [402, 687, 761, 699]
- organiser-paragraph: அமைப்பாளர் : பி.ஜானஸ்பில்சன், 4/80, பள்ளத்தெரு, விநாயக புரம், அதனூர், விழுப்புரம்.: [1159, 125, 1520, 148]
- organiser-paragraph: அமைப்பாளர் : ரா.விநோத், 1/4, மாரியம்மன் கோயில் தெரு, அரும்பலி.: [1159, 337, 1452, 348]
- booth-separator: :: [457, 420, 460, 431]
- branch-heading: துறையானகல் கிளை: [535, 947, 628, 959]
- booth-separator: :: [835, 742, 838, 753]
- booth-row: [781, 755, 1140, 768]
- column-1: [14, 77, 393, 1156]
- section-label: பாக அமைப்பாளர் :: [540, 195, 623, 206]
- booth-separator: :: [835, 414, 838, 424]
- booth-number: பாகம்–123: [780, 183, 826, 194]
- branch-heading: திருக்குணம் கிளை: [540, 511, 623, 523]
- branch-heading: ஆரியூர் கிளை: [928, 521, 992, 533]
- booth-organiser: சதேகன், மேட்டுத்தெரு, அத்தியூர்திருக்கை.: [464, 420, 639, 431]
- organiser-paragraph: துணை அமைப்பாளர்கள் : (1) எம்.அஜித்குமார், 2/58, மாதா கோயில் தெரு, விழுப்புரம். (2) எல்.ஜெர்ரிபூட், 2/42, மாதா கோயில் தெரு, துறைதானகல், கக்கனூர், விழுப்புரம்.: [402, 992, 762, 1016]
- booth-number: பாகம்–50: [402, 838, 442, 849]
- booth-row: [781, 427, 1140, 440]
- booth-number: பாகம்–19: [402, 448, 442, 459]
- booth-row: [23, 617, 382, 630]
- column-2: [393, 77, 771, 1156]
- organiser-paragraph: துணை அமைப்பாளர்கள் : (1) கு.குமரேந், விநாயகர் கோயில் தெரு, உடையாநத்தம், ஒதியஞ்சூர், விழுப்புரம். (2) அ.அருண்குமார், பழைய ஆதிதிராவிடர் குடியிருப்பு, உடையாநத்தம், ஒதியஞ்சூர், விழுப்புரம்.: [23, 760, 383, 797]
- booth-list: [781, 413, 1140, 497]
